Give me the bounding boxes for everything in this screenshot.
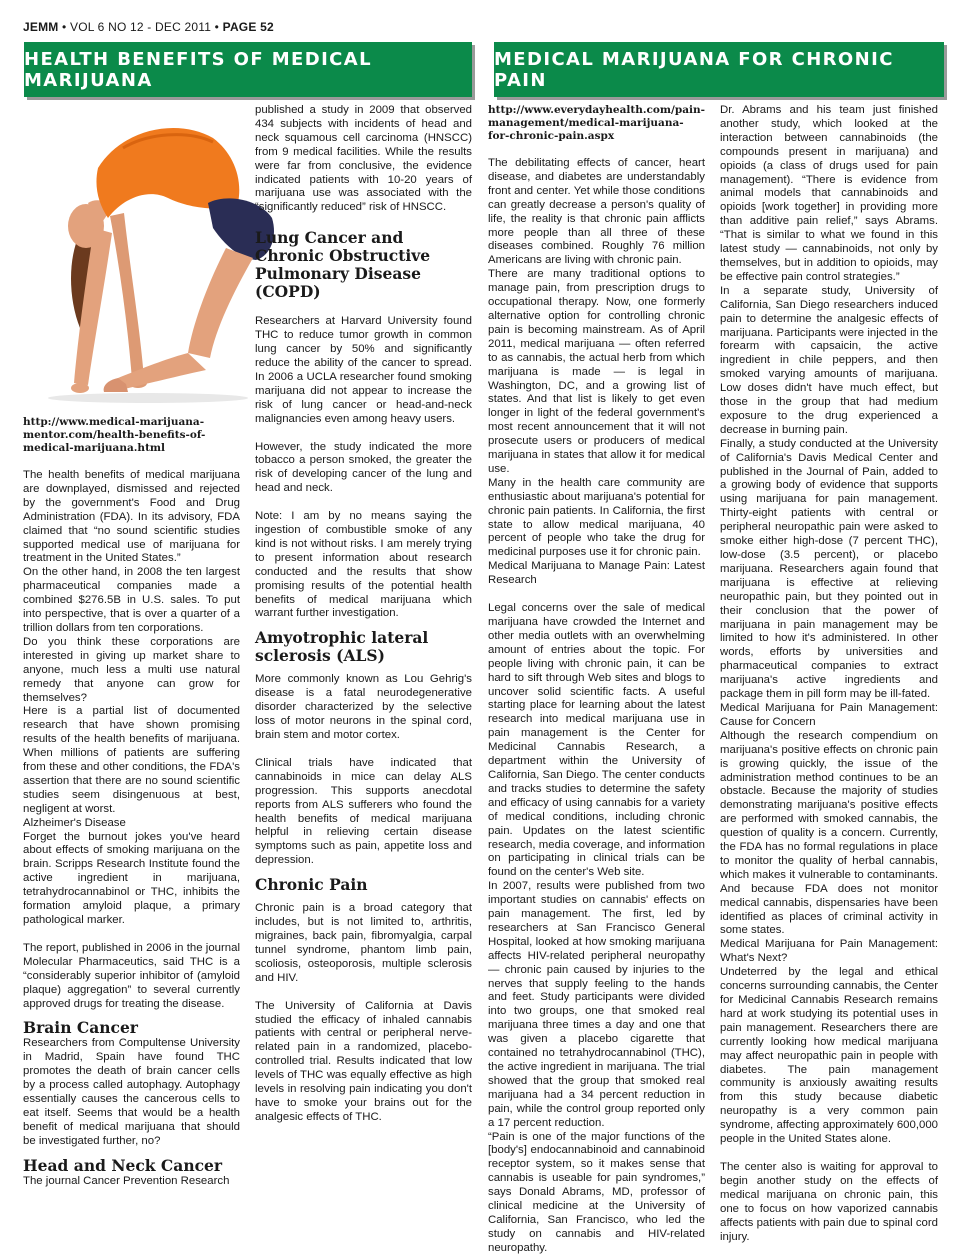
paragraph: published a study in 2009 that observed 434 subjects with incidents of head and neck squamous cell carcinoma (HNSCC) from 9 medical facilities. While the results were far from conclusive, the evidence indicated patients with 10-20 years of marijuana use was associated with the “significantly reduced” risk of HNSCC. (255, 104, 472, 214)
subheading-whats-next: Medical Marijuana for Pain Management: What's Next? (720, 938, 938, 965)
subheading-cause-for-concern: Medical Marijuana for Pain Management: Cause for Concern (720, 701, 938, 728)
magazine-name: JEMM (23, 20, 59, 34)
paragraph: Dr. Abrams and his team just finished another study, which looked at the interaction between cannabinoids (the compounds present in marijuana) and opioids (a class of drugs used for pain management). “There is evidence from animal models that cannabinoids and opioids [work together] in providing more than additive pain relief,” says Abrams. “That is similar to what we found in this latest study — cannabinoids, not only by themselves, but in addition to opioids, may be effective pain control strategies.” (720, 104, 938, 283)
paragraph: Undeterred by the legal and ethical concerns surrounding cannabis, the Center for Medicinal Cannabis Research remains hard at work studying its potential uses in pain management. Researchers there are currently looking how medical marijuana may affect neuropathic pain in people with diabetes. The pain management community is anxiously awaiting results from this study because diabetic neuropathy is a very common pain syndrome, affecting approximately 600,000 people in the United States alone. (720, 966, 938, 1146)
paragraph: Many in the health care community are enthusiastic about marijuana's potential for chronic pain patients. In California, the first state to allow medical marijuana, 40 percent of people who take the drug for medicinal purposes use it for chronic pain. (488, 476, 705, 559)
paragraph: Finally, a study conducted at the University of California's Davis Medical Center and published in the Journal of Pain, added to a growing body of evidence that supports using marijuana for pain management. Thirty-eight patients with central or peripheral neuropathic pain were asked to smoke either high-dose (7 percent THC), low-dose (3.5 percent), or placebo marijuana. Researchers again found that marijuana is effective at relieving neuropathic pain, but they pointed out in their conclusion that the power of marijuana in pain management may be limited to how it's administered. In other words, efforts by universities and pharmaceutical companies to extract marijuana's active ingredients and package them in pill form may be ill-fated. (720, 437, 938, 701)
paragraph: The University of California at Davis studied the efficacy of inhaled cannabis patients with central or peripheral nerve-related pain in a randomized, placebo-controlled trial. Results indicated that low levels of THC was equally effective as high levels in resolving pain indicating you don't have to smoke your brains out for the analgesic effects of THC. (255, 999, 472, 1123)
subheading-latest-research: Medical Marijuana to Manage Pain: Latest Research (488, 560, 705, 587)
header-separator: • (62, 20, 67, 34)
paragraph: Do you think these corporations are interested in giving up market share to anyone, much less a multi use natural remedy that anyone can grow for themselves? (23, 635, 240, 704)
yoga-pose-photo (28, 108, 278, 408)
paragraph: More commonly known as Lou Gehrig's disease is a fatal neurodegenerative disorder characterized by the selective loss of motor neurons in the spinal cord, brain stem and motor cortex. (255, 673, 472, 741)
paragraph: Chronic pain is a broad category that includes, but is not limited to, arthritis, migraines, back pain, fibromyalgia, carpal tunnel syndrome, phantom limb pain, scoliosis, osteoporosis, multiple sclerosis and HIV. (255, 902, 472, 984)
paragraph: There are many traditional options to manage pain, from prescription drugs to occupational therapy. Now, one formerly alternative option for controlling chronic pain is becoming mainstream. As of April 2011, medical marijuana — often referred to as cannabis, the actual herb from which marijuana is made — is legal in Washington, DC, and a growing list of states. And that list is likely to get even longer in light of the federal government's most recent announcement that it will not prosecute users or producers of medical marijuana in states that allow it for medical use. (488, 268, 705, 475)
column-2 (255, 104, 472, 1125)
paragraph: Note: I am by no means saying the ingestion of combustible smoke of any kind is not without risks. I am merely trying to present information about research conducted and the results that show promising results of the potential health benefits of medical marijuana which warrant further investigation. (255, 510, 472, 620)
section-heading-head-neck-cancer: Head and Neck Cancer (23, 1155, 223, 1175)
paragraph: Clinical trials have indicated that cannabinoids in mice can delay ALS progression. This supports anecdotal reports from ALS sufferers who found the health benefits of medical marijuana helpful in relieving certain disease symptoms such as pain, appetite loss and depression. (255, 756, 472, 867)
paragraph: Researchers at Harvard University found THC to reduce tumor growth in common lung cancer by 50% and significantly reduce the ability of the cancer to spread. In 2006 a UCLA researcher found smoking marijuana did not appear to increase the risk of lung cancer or head-and-neck malignancies even among heavy users. (255, 315, 472, 425)
paragraph: The debilitating effects of cancer, heart disease, and diabetes are understandably front and center. Yet while those conditions can greatly decrease a person's quality of life, the reality is that chronic pain afflicts more people than all three of these diseases combined. Roughly 76 million Americans are living with chronic pain. (488, 157, 705, 267)
page-number: PAGE 52 (222, 20, 274, 34)
section-heading-lung-cancer: Lung Cancer and Chronic Obstructive Pulmonary Disease (COPD) (255, 228, 431, 302)
source-url: http://www.medical-marijuana-mentor.com/health-benefits-of-medical-marijuana.html (23, 416, 206, 454)
column-3 (488, 104, 705, 1256)
paragraph: In 2007, results were published from two important studies on cannabis' effects on pain management. The first, led by researchers at San Francisco General Hospital, looked at how smoking marijuana affects HIV-related peripheral neuropathy — chronic pain caused by injuries to the nerves that supply feeling to the hands and feet. Study participants were divided into two groups, one that smoked real marijuana three times a day and one that was given a placebo cigarette that contained no tetrahydrocannabinol (THC), the active ingredient in marijuana. The trial showed that the group that smoked real marijuana had a 34 percent reduction in pain, while the control group reported only a 17 percent reduction. (488, 880, 705, 1129)
paragraph: The journal Cancer Prevention Research (23, 1174, 230, 1187)
right-article-banner: MEDICAL MARIJUANA FOR CHRONIC PAIN (494, 42, 944, 97)
column-1 (23, 416, 240, 1189)
section-heading-als: Amyotrophic lateral sclerosis (ALS) (255, 628, 429, 666)
paragraph: The report, published in 2006 in the journal Molecular Pharmaceutics, said THC is a “considerably superior inhibitor of (amyloid plaque) aggregation” to several currently approved drugs for treating the disease. (23, 941, 240, 1010)
section-heading-chronic-pain: Chronic Pain (255, 875, 368, 895)
header-separator: • (214, 20, 220, 34)
paragraph: The center also is waiting for approval to begin another study on the effects of medical marijuana on chronic pain, this one to focus on how vaporized cannabis affects patients with pain due to spinal cord injury. (720, 1160, 938, 1243)
paragraph: However, the study indicated the more tobacco a person smoked, the greater the risk of developing cancer of the lung and head and neck. (255, 440, 472, 495)
issue-info: VOL 6 NO 12 - DEC 2011 (69, 20, 212, 34)
running-header (23, 20, 274, 34)
paragraph: Legal concerns over the sale of medical marijuana have crowded the Internet and other media outlets with an overwhelming amount of entries about the topic. For people living with chronic pain, it can be hard to sift through Web sites and blogs to uncover solid scientific facts. A useful starting place for learning about the latest research into medical marijuana use in pain management is the Center for Medicinal Cannabis Research, a department within the University of California, San Diego. The center conducts and tracks studies to determine the safety and efficacy of using cannabis for a variety of medical conditions, including chronic pain. Updates on the latest scientific research, media coverage, and information on participating in clinical trials can be found on the center's Web site. (488, 602, 705, 879)
section-heading-brain-cancer: Brain Cancer (23, 1018, 138, 1038)
paragraph: In a separate study, University of California, San Diego researchers induced pain to determine the analgesic effects of marijuana. Participants were injected in the forearm with capsaicin, the active ingredient in chile peppers, and then smoked varying amounts of marijuana. Low doses didn't have much effect, but those in the group that had medium exposure to the drug experienced a decrease in burning pain. (720, 284, 938, 436)
left-article-banner: HEALTH BENEFITS OF MEDICAL MARIJUANA (24, 42, 472, 97)
column-4 (720, 104, 938, 1244)
source-url: http://www.everydayhealth.com/pain-management/medical-marijuana-for-chronic-pain.aspx (488, 104, 705, 142)
paragraph: Here is a partial list of documented research that have shown promising results of the health benefits of marijuana. When millions of patients are suffering from these and other conditions, the FDA's assertion that there are no sound scientific studies seem disingenuous at best, negligent at worst. (23, 705, 240, 815)
paragraph: Although the research compendium on marijuana's positive effects on chronic pain is growing quickly, the issue of the administration method continues to be an obstacle. Because the majority of studies demonstrating marijuana's positive effects are performed with smoked cannabis, the question of quality is a concern. Currently, the FDA has no formal regulations in place to monitor the quality of herbal cannabis, which makes it vulnerable to contaminants. And because FDA does not monitor medical cannabis, dispensaries have been identified as places of criminal activity in some states. (720, 729, 938, 937)
paragraph: Forget the burnout jokes you've heard about effects of smoking marijuana on the brain. Scripps Research Institute found the active ingredient in marijuana, tetrahydrocannabinol or THC, inhibits the formation amyloid plaque, a primary pathological marker. (23, 830, 240, 926)
paragraph: The health benefits of medical marijuana are downplayed, dismissed and rejected by the government's Food and Drug Administration (FDA). In its advisory, FDA claimed that “no sound scientific studies supported medical use of marijuana for treatment in the United States.” (23, 469, 240, 565)
paragraph: Researchers from Compultense University in Madrid, Spain have found THC promotes the death of brain cancer cells by a process called autophagy. Autophagy essentially causes the cancerous cells to eat itself. Seems that would be a health benefit of medical marijuana that should be investigated further, no? (23, 1037, 240, 1147)
paragraph: On the other hand, in 2008 the ten largest pharmaceutical companies made a combined $276.5B in U.S. sales. To put into perspective, that is over a quarter of a trillion dollars from ten corporations. (23, 566, 240, 634)
paragraph: “Pain is one of the major functions of the [body's] endocannabinoid and cannabinoid receptor system, so it makes sense that cannabis is useable for pain syndromes,” says Donald Abrams, MD, professor of clinical medicine at the University of California, San Francisco, who led the study on cannabis and HIV-related neuropathy. (488, 1130, 705, 1254)
subheading-alzheimers: Alzheimer's Disease (23, 816, 126, 829)
